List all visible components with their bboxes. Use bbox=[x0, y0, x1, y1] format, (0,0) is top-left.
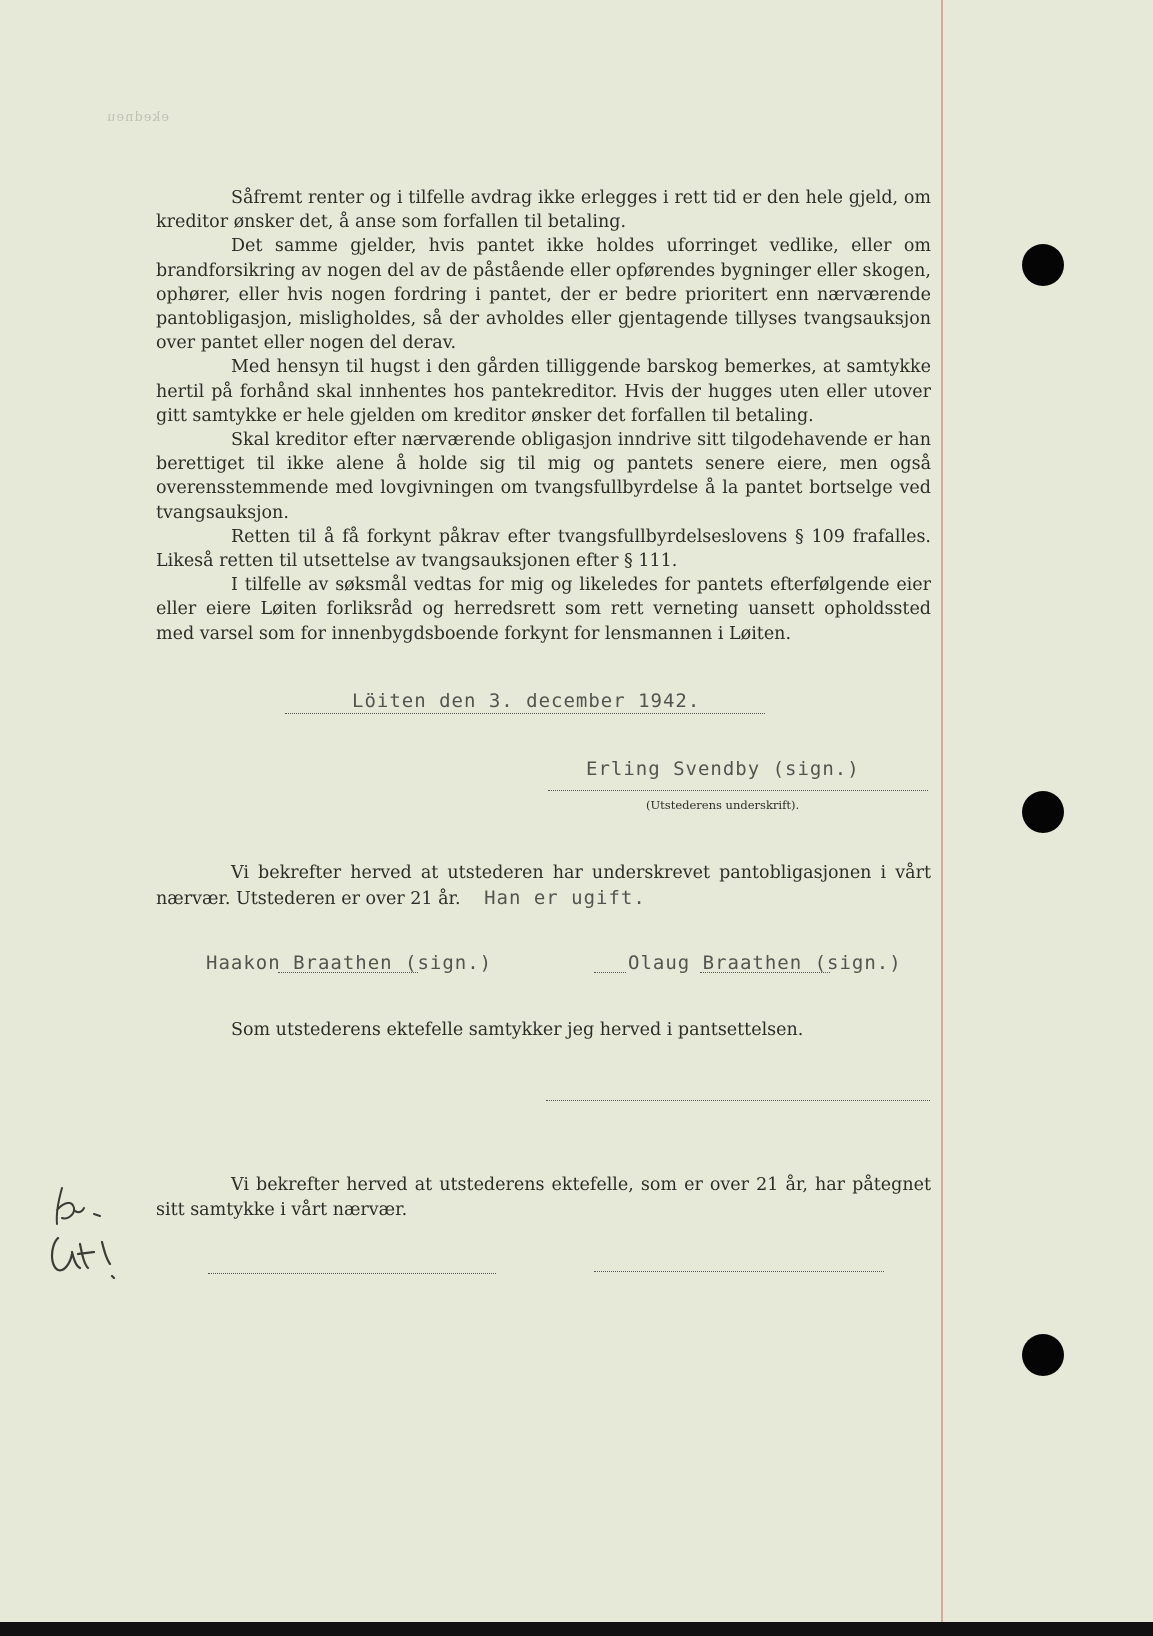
issuer-signature-line bbox=[548, 790, 928, 791]
paragraph-default-payment: Såfremt renter og i tilfelle avdrag ikke erlegges i rett tid er den hele gjeld, om kreditor ønsker det, å anse som forfallen til betaling. bbox=[156, 188, 931, 233]
place-date: Löiten den 3. december 1942. bbox=[352, 690, 701, 712]
witness-2-line bbox=[700, 972, 830, 973]
punch-hole-top bbox=[1022, 244, 1064, 286]
handwritten-initials bbox=[44, 1180, 124, 1280]
issuer-signature: Erling Svendby (sign.) bbox=[586, 758, 860, 780]
spouse-witness-2-line bbox=[594, 1271, 884, 1272]
punch-hole-middle bbox=[1022, 791, 1064, 833]
spouse-witness-statement: Vi bekrefter herved at utstederens ektefelle, som er over 21 år, har påtegnet sitt samtykke i vårt nærvær. bbox=[156, 1175, 931, 1220]
spouse-signature-line bbox=[546, 1100, 930, 1101]
issuer-caption: (Utstederens underskrift). bbox=[646, 798, 800, 812]
witness-typed-note: Han er ugift. bbox=[484, 887, 646, 909]
paragraph-venue: I tilfelle av søksmål vedtas for mig og likeledes for pantets efterfølgende eier eller eiere Løiten forliksråd og herredsrett som rett verneting uansett opholdssted med varsel som for innenbygdsboende forkynt for lensmannen i Løiten. bbox=[156, 575, 931, 644]
witness-1-line bbox=[278, 972, 418, 973]
spouse-consent: Som utstederens ektefelle samtykker jeg herved i pantsettelsen. bbox=[231, 1020, 804, 1040]
paragraph-enforcement: Skal kreditor efter nærværende obligasjon inndrive sitt tilgodehavende er han berettiget til ikke alene å holde sig til mig og pantets senere eiere, men også overensstemmende med lovgivningen om tvangsfullbyrdelse å la pantet bortselge ved tvangsauksjon. bbox=[156, 430, 931, 523]
paragraph-logging: Med hensyn til hugst i den gården tilliggende barskog bemerkes, at samtykke hertil på forhånd skal innhentes hos pantekreditor. Hvis der hugges uten eller utover gitt samtykke er hele gjelden om kreditor ønsker det forfallen til betaling. bbox=[156, 357, 931, 426]
spouse-witness-1-line bbox=[208, 1273, 496, 1274]
paragraph-waiver: Retten til å få forkynt påkrav efter tvangsfullbyrdelseslovens § 109 frafalles. Likeså retten til utsettelse av tvangsauksjonen efter § 111. bbox=[156, 526, 931, 572]
witness-1-signature: Haakon Braathen (sign.) bbox=[206, 952, 493, 974]
scan-edge bbox=[0, 1622, 1153, 1636]
witness-statement-text: Vi bekrefter herved at utstederen har underskrevet pantobligasjonen i vårt nærvær. Utstederen er over 21 år. bbox=[156, 863, 931, 909]
bleed-through-header: ekedneu bbox=[106, 110, 170, 125]
witness-statement bbox=[156, 861, 931, 912]
contract-body bbox=[156, 186, 931, 646]
witness-2-signature: Olaug Braathen (sign.) bbox=[628, 952, 902, 974]
paragraph-maintenance: Det samme gjelder, hvis pantet ikke holdes uforringet vedlike, eller om brandforsikring av nogen del av de påstående eller opførendes bygninger eller skogen, ophører, eller hvis nogen fordring i pantet, der er bedre prioritert enn nærværende pantobligasjon, misligholdes, så der avholdes eller gjentagende tillyses tvangsauksjon over pantet eller nogen del derav. bbox=[156, 236, 931, 354]
margin-rule bbox=[941, 0, 943, 1636]
witness-2-line-lead bbox=[594, 972, 626, 973]
punch-hole-bottom bbox=[1022, 1334, 1064, 1376]
place-date-line bbox=[285, 713, 765, 714]
